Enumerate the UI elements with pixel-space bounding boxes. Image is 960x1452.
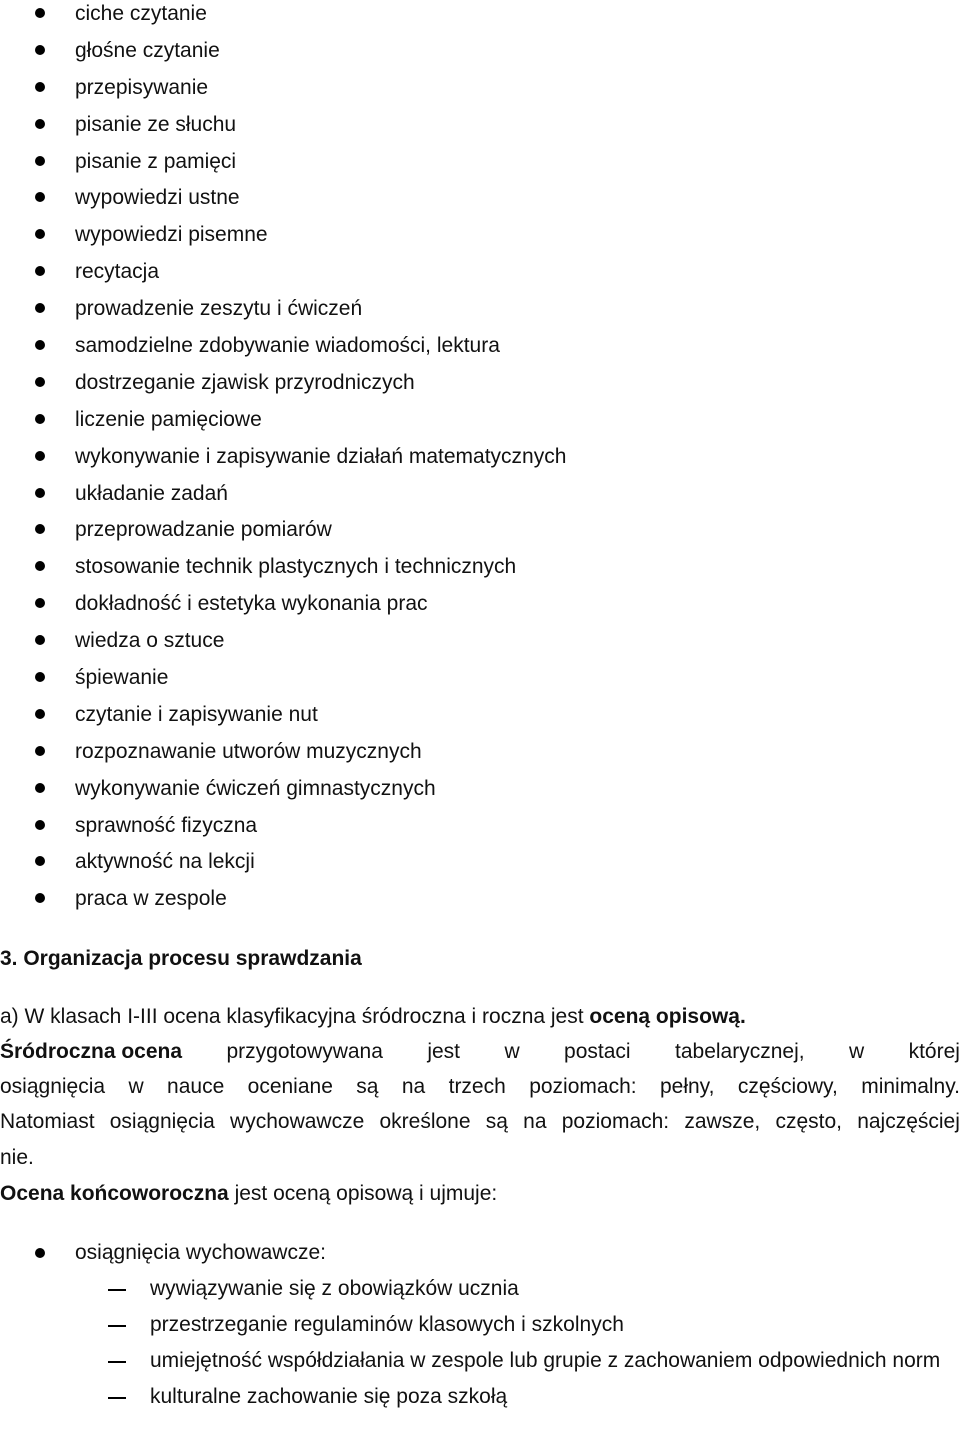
- section-heading: 3. Organizacja procesu sprawdzania: [0, 947, 362, 970]
- bullet-text: wiedza o sztuce: [75, 629, 225, 653]
- bullet-icon: [35, 783, 45, 793]
- bullet-text: sprawność fizyczna: [75, 813, 258, 837]
- word: zawsze,: [684, 1110, 761, 1133]
- bullet-text: układanie zadań: [75, 481, 228, 505]
- bullet-item: [0, 184, 960, 221]
- bullet-item: [0, 443, 960, 480]
- midterm-line-2: [0, 1072, 960, 1102]
- midterm-line-1: [0, 1037, 960, 1067]
- midterm-line-1-words: [0, 1037, 960, 1067]
- achievement-subitem: [0, 1310, 960, 1340]
- bullet-item: [0, 775, 960, 812]
- bullet-icon: [35, 820, 45, 830]
- bullet-item: [0, 369, 960, 406]
- bullet-item: [0, 258, 960, 295]
- word: osiągnięcia: [109, 1110, 215, 1133]
- bullet-item: [0, 516, 960, 553]
- word: jest: [427, 1040, 461, 1063]
- bullet-icon: [35, 598, 45, 608]
- bullet-icon: [35, 377, 45, 387]
- bullet-text: wykonywanie ćwiczeń gimnastycznych: [75, 776, 436, 800]
- paragraph-grades-i-iii: [0, 1002, 746, 1032]
- word: postaci: [564, 1040, 631, 1063]
- bullet-item: [0, 553, 960, 590]
- word: oceniane: [247, 1075, 333, 1098]
- bullet-text: przeprowadzanie pomiarów: [75, 518, 332, 542]
- word: najczęściej: [857, 1110, 960, 1133]
- bullet-text: samodzielne zdobywanie wiadomości, lektura: [75, 334, 500, 358]
- bullet-item: [0, 885, 960, 922]
- achievement-text: umiejętność współdziałania w zespole lub grupie z zachowaniem odpowiednich norm: [150, 1349, 941, 1372]
- bullet-item: [0, 0, 960, 37]
- paragraph-a-text: a) W klasach I-III ocena klasyfikacyjna śródroczna i roczna jest: [0, 1005, 590, 1028]
- bullet-item: [0, 627, 960, 664]
- bullet-icon: [35, 340, 45, 350]
- bullet-icon: [35, 856, 45, 866]
- bullet-item: [0, 812, 960, 849]
- word: przygotowywana: [226, 1040, 383, 1063]
- word: są: [356, 1075, 379, 1098]
- bullet-item: [0, 738, 960, 775]
- bullet-icon: [35, 229, 45, 239]
- bullet-icon: [35, 266, 45, 276]
- bullet-icon: [35, 488, 45, 498]
- bullet-text: wykonywanie i zapisywanie działań matematycznych: [75, 444, 567, 468]
- bullet-icon: [35, 82, 45, 92]
- word: często,: [775, 1110, 842, 1133]
- achievement-text: kulturalne zachowanie się poza szkołą: [150, 1385, 508, 1408]
- bullet-icon: [35, 1248, 45, 1258]
- bullet-item: [0, 480, 960, 517]
- word: częściowy,: [737, 1075, 838, 1098]
- dash-icon: [108, 1361, 126, 1363]
- bullet-text: głośne czytanie: [75, 38, 220, 62]
- dash-icon: [108, 1289, 126, 1291]
- bullet-icon: [35, 303, 45, 313]
- bullet-item: [0, 590, 960, 627]
- bullet-text: dostrzeganie zjawisk przyrodniczych: [75, 370, 415, 394]
- word: tabelarycznej,: [675, 1040, 805, 1063]
- bullet-icon: [35, 119, 45, 129]
- bullet-text: wypowiedzi pisemne: [75, 223, 268, 247]
- bullet-text: przepisywanie: [75, 75, 209, 99]
- bullet-icon: [35, 561, 45, 571]
- achievement-subitem: [0, 1274, 960, 1304]
- word: osiągnięcia: [0, 1075, 106, 1098]
- bullet-icon: [35, 192, 45, 202]
- midterm-line-2-words: [0, 1072, 960, 1102]
- word: trzech: [448, 1075, 506, 1098]
- bullet-text: recytacja: [75, 260, 160, 284]
- midterm-line-4: nie.: [0, 1146, 34, 1169]
- achievements-label: osiągnięcia wychowawcze:: [75, 1241, 326, 1264]
- bullet-icon: [35, 524, 45, 534]
- bullet-icon: [35, 8, 45, 18]
- bullet-icon: [35, 672, 45, 682]
- achievement-text: przestrzeganie regulaminów klasowych i szkolnych: [150, 1313, 624, 1336]
- bullet-text: praca w zespole: [75, 887, 227, 911]
- bullet-item: [0, 848, 960, 885]
- bullet-icon: [35, 414, 45, 424]
- final-grade-bold: Ocena końcoworoczna: [0, 1182, 229, 1205]
- midterm-line-3-words: [0, 1107, 960, 1137]
- word: wychowawcze: [230, 1110, 365, 1133]
- bullet-item: [0, 701, 960, 738]
- word: minimalny.: [861, 1075, 960, 1098]
- bullet-item: [0, 332, 960, 369]
- bullet-item: [0, 664, 960, 701]
- word: są: [485, 1110, 508, 1133]
- word: poziomach:: [529, 1075, 637, 1098]
- bullet-text: aktywność na lekcji: [75, 850, 255, 874]
- bullet-icon: [35, 709, 45, 719]
- bullet-icon: [35, 635, 45, 645]
- bullet-text: pisanie ze słuchu: [75, 112, 237, 136]
- bullet-item: [0, 148, 960, 185]
- bullet-text: wypowiedzi ustne: [75, 186, 240, 210]
- bullet-item: [0, 74, 960, 111]
- word: nauce: [167, 1075, 225, 1098]
- achievement-subitem: [0, 1346, 960, 1376]
- bullet-text: ciche czytanie: [75, 2, 207, 25]
- dash-icon: [108, 1397, 126, 1399]
- word: poziomach:: [561, 1110, 670, 1133]
- final-grade-text: jest oceną opisową i ujmuje:: [228, 1182, 498, 1205]
- word: Natomiast: [0, 1110, 95, 1133]
- midterm-line-3: [0, 1107, 960, 1137]
- bullet-item: [0, 111, 960, 148]
- achievements-item: [0, 1238, 960, 1274]
- word: określone: [379, 1110, 471, 1133]
- final-grade-paragraph: [0, 1179, 497, 1209]
- word: w: [849, 1040, 865, 1063]
- dash-icon: [108, 1325, 126, 1327]
- word: na: [523, 1110, 547, 1133]
- bullet-icon: [35, 893, 45, 903]
- bullet-item: [0, 406, 960, 443]
- word: w: [504, 1040, 520, 1063]
- bullet-text: czytanie i zapisywanie nut: [75, 702, 318, 726]
- bullet-text: rozpoznawanie utworów muzycznych: [75, 739, 422, 763]
- bullet-icon: [35, 156, 45, 166]
- bullet-text: liczenie pamięciowe: [75, 407, 262, 431]
- bullet-item: [0, 37, 960, 74]
- bullet-item: [0, 221, 960, 258]
- bullet-icon: [35, 451, 45, 461]
- word: w: [128, 1075, 144, 1098]
- word: której: [908, 1040, 960, 1063]
- achievement-subitem: [0, 1382, 960, 1412]
- paragraph-a-bold: oceną opisową.: [589, 1005, 746, 1028]
- bullet-text: prowadzenie zeszytu i ćwiczeń: [75, 297, 363, 321]
- bullet-text: stosowanie technik plastycznych i technicznych: [75, 555, 517, 579]
- achievements-sublist: [0, 1274, 960, 1418]
- word: pełny,: [659, 1075, 715, 1098]
- achievement-text: wywiązywanie się z obowiązków ucznia: [150, 1277, 519, 1300]
- word: na: [401, 1075, 426, 1098]
- bullet-text: dokładność i estetyka wykonania prac: [75, 592, 428, 616]
- bullet-item: [0, 295, 960, 332]
- bullet-icon: [35, 746, 45, 756]
- bullet-icon: [35, 45, 45, 55]
- bullet-text: pisanie z pamięci: [75, 149, 237, 173]
- midterm-bold: Śródroczna ocena: [0, 1040, 183, 1063]
- bullet-text: śpiewanie: [75, 666, 169, 690]
